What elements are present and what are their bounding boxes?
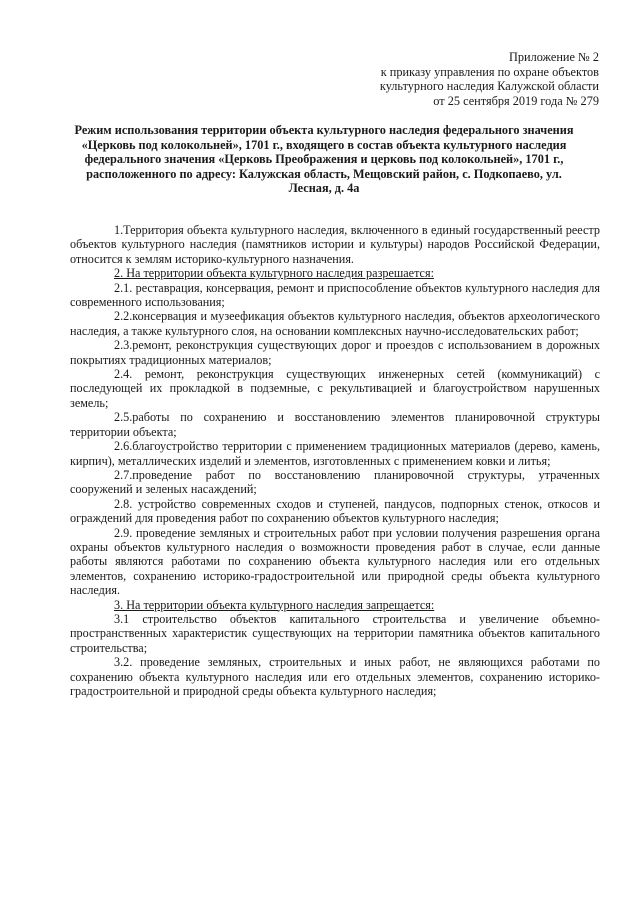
paragraph-3-2: 3.2. проведение земляных, строительных и иных работ, не являющихся работами по сохранению объекта культурного наследия или его отдельных элементов, сохранению историко-градостроительной и природной среды объекта культурного наследия; [70,655,600,698]
paragraph-2-8: 2.8. устройство современных сходов и ступеней, пандусов, подпорных стенок, откосов и ограждений для проведения работ по сохранению объектов культурного наследия; [70,496,600,526]
paragraph-2-4: 2.4. ремонт, реконструкция существующих инженерных сетей (коммуникаций) с последующей их прокладкой в подземные, с рекультивацией и благоустройством нарушенных земель; [70,367,600,410]
paragraph-2-1: 2.1. реставрация, консервация, ремонт и приспособление объектов культурного наследия для современного использования; [70,280,600,310]
order-reference-line-1: к приказу управления по охране объектов [380,64,599,79]
paragraph-2-7: 2.7.проведение работ по восстановлению планировочной структуры, утраченных сооружений и зеленых насаждений; [70,467,600,497]
paragraph-2-5: 2.5.работы по сохранению и восстановлению элементов планировочной структуры территории объекта; [70,410,600,439]
paragraph-1: 1.Территория объекта культурного наследия, включенного в единый государственный реестр объектов культурного наследия (памятников истории и культуры) народов Российской Федерации, относится к землям историко-культурного назначения. [70,223,600,266]
section-3-heading: 3. На территории объекта культурного наследия запрещается: [114,597,435,612]
order-date: от 25 сентября 2019 года № 279 [433,93,599,108]
paragraph-2-2: 2.2.консервация и музеефикация объектов культурного наследия, объектов археологического наследия, а также культурного слоя, на основании комплексных научно-исследовательских работ; [70,309,600,338]
section-2-heading: 2. На территории объекта культурного наследия разрешается: [114,266,434,281]
order-reference-line-2: культурного наследия Калужской области [379,79,599,94]
paragraph-2-6: 2.6.благоустройство территории с применением традиционных материалов (дерево, камень, кирпич), металлических изделий и элементов, изготовленных с применением ковки и литья; [70,439,600,468]
appendix-number: Приложение № 2 [508,50,599,64]
appendix-header [380,50,599,108]
paragraph-3-1: 3.1 строительство объектов капитального строительства и увеличение объемно-пространственных характеристик существующих на территории памятника объектов капитального строительства; [70,611,600,655]
paragraph-2-3: 2.3.ремонт, реконструкция существующих дорог и проездов с использованием в дорожных покрытиях традиционных материалов; [70,338,600,367]
document-title: Режим использования территории объекта культурного наследия федерального значения «Церковь под колокольней», 1701 г., входящего в состав объекта культурного наследия федерального значения «Церковь Преображения и церковь под колокольней», 1701 г., расположенного по адресу: Калужская область, Мещовский район, с. Подкопаево, ул. Лесная, д. 4а [74,123,574,196]
paragraph-2-9: 2.9. проведение земляных и строительных работ при условии получения разрешения органа охраны объектов культурного наследия о возможности проведения работ в случае, если данные работы являются работами по сохранению объекта культурного наследия или его отдельных элементов, сохранению историко-градостроительной или природной среды объекта культурного наследия. [70,525,600,598]
document-body [70,223,600,698]
